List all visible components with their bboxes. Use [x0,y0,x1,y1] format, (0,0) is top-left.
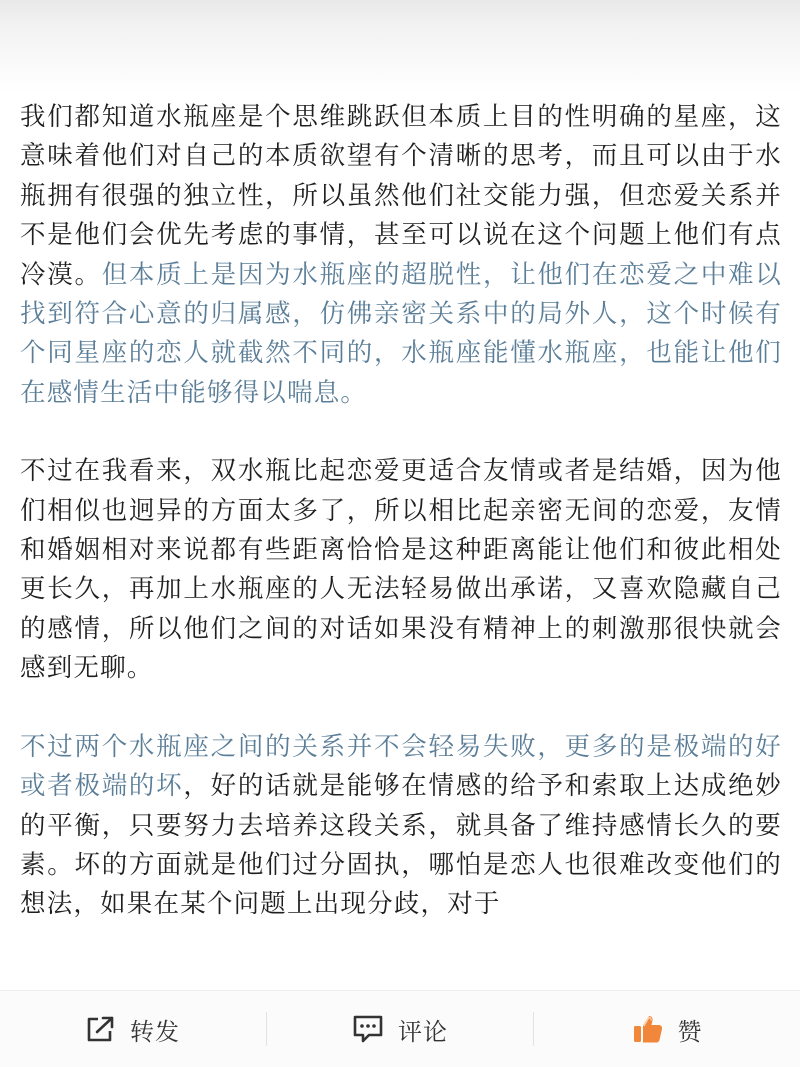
like-label: 赞 [677,1017,703,1046]
action-bar [0,990,800,1067]
top-gradient [0,0,800,92]
comment-label: 评论 [398,1017,448,1046]
highlighted-text-run: 不过两个水瓶座之间的关系并不会轻易失败，更多的是极端的好或者极端的坏 [20,731,782,802]
comment-icon [352,1014,384,1044]
paragraph-1 [20,98,782,413]
repost-label: 转发 [130,1017,180,1046]
like-button[interactable] [534,991,800,1067]
paragraph-2 [20,452,782,688]
text-run: 我们都知道水瓶座是个思维跳跃但本质上目的性明确的星座，这意味着他们对自己的本质欲望有个清晰的思考，而且可以由于水瓶拥有很强的独立性，所以虽然他们社交能力强，但恋爱关系并不是他们会优先考虑的事情，甚至可以说在这个问题上他们有点冷漠。 [20,102,782,290]
share-icon [86,1015,116,1043]
comment-button[interactable] [267,991,533,1067]
paragraph-3 [20,728,782,925]
repost-button[interactable] [0,991,266,1067]
text-run: ，好的话就是能够在情感的给予和索取上达成绝妙的平衡，只要努力去培养这段关系，就具备了维持感情长久的要素。坏的方面就是他们过分固执，哪怕是恋人也很难改变他们的想法，如果在某个问题上出现分歧，对于 [20,771,783,920]
article-body [20,98,782,925]
thumbs-up-icon [632,1013,664,1045]
highlighted-text-run: 但本质上是因为水瓶座的超脱性，让他们在恋爱之中难以找到符合心意的归属感，仿佛亲密关系中的局外人，这个时候有个同星座的恋人就截然不同的，水瓶座能懂水瓶座，也能让他们在感情生活中能够得以喘息。 [20,259,782,408]
text-run: 不过在我看来，双水瓶比起恋爱更适合友情或者是结婚，因为他们相似也迥异的方面太多了，所以相比起亲密无间的恋爱，友情和婚姻相对来说都有些距离恰恰是这种距离能让他们和彼此相处更长久，再加上水瓶座的人无法轻易做出承诺，又喜欢隐藏自己的感情，所以他们之间的对话如果没有精神上的刺激那很快就会感到无聊。 [20,456,782,684]
